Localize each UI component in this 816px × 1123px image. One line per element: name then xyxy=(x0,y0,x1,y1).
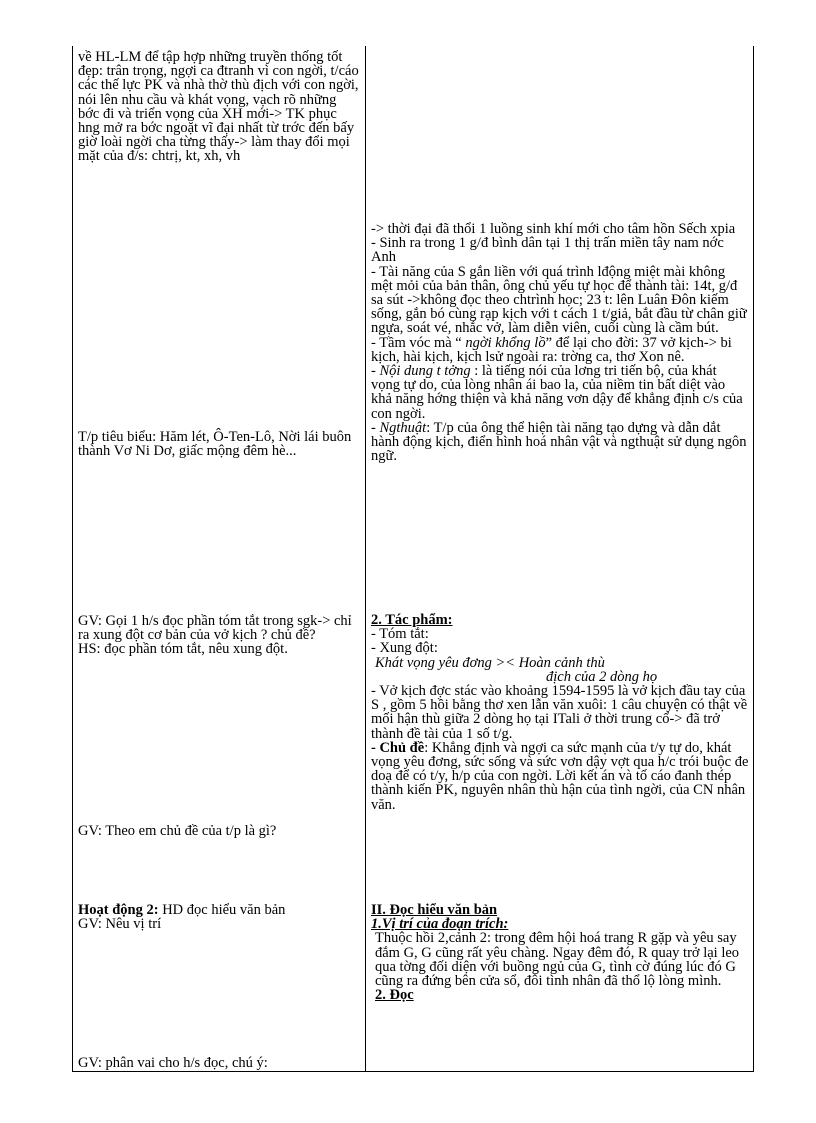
intro-paragraph: về HL-LM để tập hợp những truyền thống tốt đẹp: trân trọng, ngợi ca đtranh vì con ngời, t/cáo các thế lực PK và nhà thờ thù địch với con ngời, nói lên nhu cầu và khát vọng, vạch rõ những bớc đi và triển vọng của XH mới-> TK phục hng mở ra bớc ngoặt vĩ đại nhất từ trớc đến bấy giờ loài ngời cha từng thấy-> làm thay đổi mọi mặt của đ/s: chtrị, kt, xh, vh xyxy=(78,49,359,165)
summary-question: GV: Gọi 1 h/s đọc phần tóm tắt trong sgk-> chỉ ra xung đột cơ bản của vở kịch ? chủ đề? HS: đọc phần tóm tắt, nêu xung đột. xyxy=(78,613,352,658)
work-heading: 2. Tác phẩm: xyxy=(371,612,453,628)
reading-heading: II. Đọc hiểu văn bản xyxy=(371,902,498,918)
lesson-table xyxy=(72,46,754,1072)
theme-question: GV: Theo em chủ đề của t/p là gì? xyxy=(78,823,277,839)
read-heading: 2. Đọc xyxy=(375,987,414,1004)
activity-2-label: Hoạt động 2: xyxy=(78,902,159,918)
column-divider xyxy=(365,46,366,1071)
author-section: -> thời đại đã thổi 1 luồng sinh khí mới cho tâm hồn Sếch xpia - Sinh ra trong 1 g/đ bình dân tại 1 thị trấn miền tây nam nớc Anh - Tài năng của S gắn liền với quá trình lđộng miệt mài không mệt mỏi của bản thân, ông chủ yếu tự học để thành tài: 14t, g/đ sa sút ->không đọc theo chtrình học; 23 t: lên Luân Đôn kiếm sống, gắn bó cùng rạp kịch với t cách 1 t/giả, bắt đầu từ chân giữ ngựa, soát vé, nhắc vở, làm diễn viên, cuối cùng là cầm bút. - Tầm vóc mà “ ngời khổng lồ” để lại cho đời: 37 vở kịch-> bi kịch, hài kịch, kịch lsử ngoài ra: trờng ca, thơ Xon nê. - Nội dung t tởng : là tiếng nói của lơng tri tiến bộ, của khát vọng tự do, của lòng nhân ái bao la, của niềm tin bất diệt vào khả năng hớng thiện và khả năng vơn dậy để khẳng định c/s của con ngời. - Ngthuật: T/p của ông thể hiện tài năng tạo dựng và dẫn dắt hành động kịch, điển hình hoá nhân vật và ngthuật sử dụng ngôn ngữ. xyxy=(371,221,747,465)
typical-works-paragraph: T/p tiêu biểu: Hăm lét, Ô-Ten-Lô, Nời lái buôn thành Vơ Ni Dơ, giấc mộng đêm hè... xyxy=(78,429,352,460)
activity-2: Hoạt động 2: HD đọc hiểu văn bản GV: Nêu vị trí xyxy=(78,902,286,933)
work-section: 2. Tác phẩm: - Tóm tắt: - Xung đột: Khát vọng yêu đơng >< Hoàn cảnh thù địch của 2 dòng họ - Vở kịch đợc stác vào khoảng 1594-1595 là vở kịch đầu tay của S , gồm 5 hồi bằng thơ xen lẫn văn xuôi: 1 câu chuyện có thật về mối hận thù giữa 2 dòng họ tại ITali ở thời trung cổ-> đã trở thành đề tài của 1 số t/g. - Chủ đề: Khẳng định và ngợi ca sức mạnh của t/y tự do, khát vọng yêu đơng, sức sống và sức vơn dậy vợt qua h/c trói buộc đe doạ để có t/y, h/p của con ngời. Lời kết án và tố cáo đanh thép thành kiến PK, nguyên nhân thù hận của tình ngời, của CN nhân văn. xyxy=(371,612,749,813)
reading-section: II. Đọc hiểu văn bản 1.Vị trí của đoạn trích: Thuộc hồi 2,cảnh 2: trong đêm hội hoá trang R gặp và yêu say đắm G, G cũng rất yêu chàng. Ngay đêm đó, R quay trở lại leo qua tờng đối diện với buồng ngủ của G, tình cờ đúng lúc đó G cũng ra đứng bên cửa sổ, đôi tình nhân đã thổ lộ lòng mình. 2. Đọc xyxy=(371,903,749,1002)
reading-roles-note: GV: phân vai cho h/s đọc, chú ý: xyxy=(78,1055,268,1071)
position-heading: 1.Vị trí của đoạn trích: xyxy=(371,916,509,933)
